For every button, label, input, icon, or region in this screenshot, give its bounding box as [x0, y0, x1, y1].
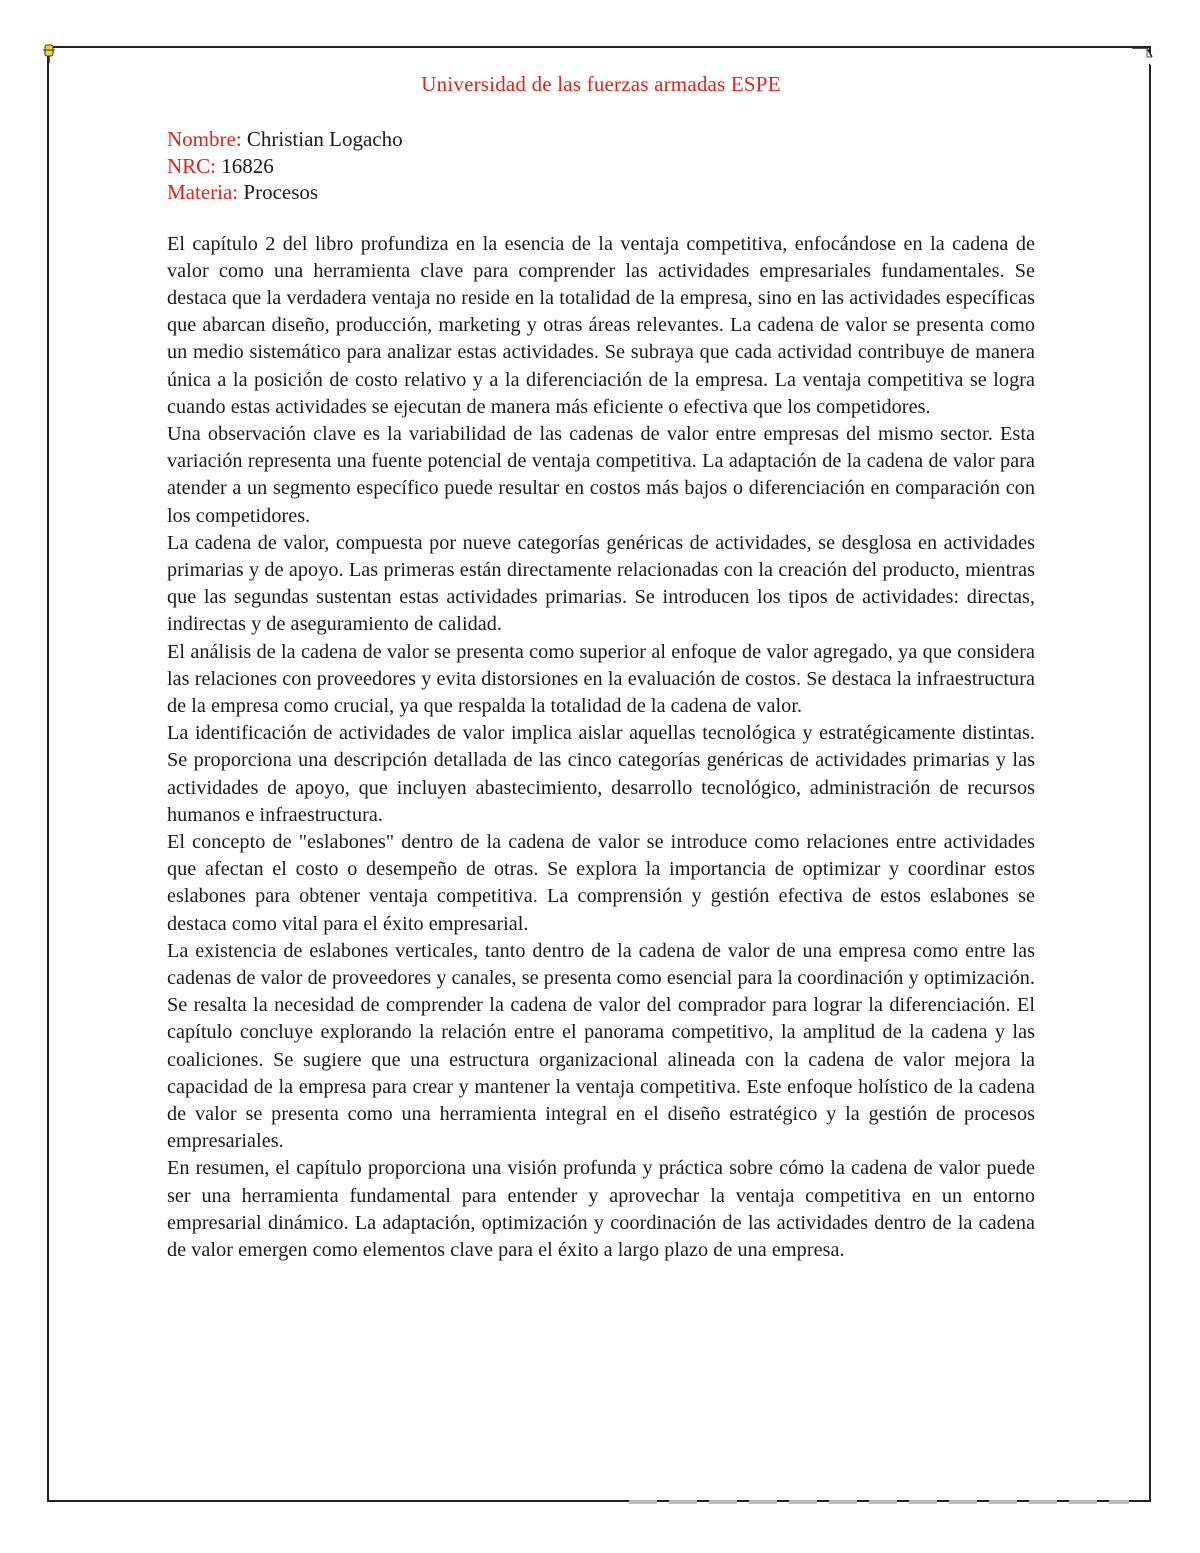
name-field	[167, 126, 1035, 153]
page-corner-icon	[1131, 44, 1153, 66]
name-label: Nombre:	[167, 127, 242, 151]
document-title: Universidad de las fuerzas armadas ESPE	[421, 72, 781, 96]
pin-icon	[41, 42, 57, 64]
subject-label: Materia:	[167, 180, 239, 204]
paragraph: La cadena de valor, compuesta por nueve categorías genéricas de actividades, se desglosa en actividades primarias y de apoyo. Las primeras están directamente relacionadas con la creación del producto, mientras que las segundas sustentan estas actividades primarias. Se introducen los tipos de actividades: directas, indirectas y de aseguramiento de calidad.	[167, 531, 1035, 636]
essay-text	[167, 231, 1035, 1265]
paragraph: La existencia de eslabones verticales, tanto dentro de la cadena de valor de una empresa como entre las cadenas de valor de proveedores y canales, se presenta como esencial para la coordinación y optimización. Se resalta la necesidad de comprender la cadena de valor del comprador para lograr la diferenciación. El capítulo concluye explorando la relación entre el panorama competitivo, la amplitud de la cadena y las coaliciones. Se sugiere que una estructura organizacional alineada con la cadena de valor mejora la capacidad de la empresa para crear y mantener la ventaja competitiva. Este enfoque holístico de la cadena de valor se presenta como una herramienta integral en el diseño estratégico y la gestión de procesos empresariales.	[167, 939, 1035, 1153]
nrc-value: 16826	[221, 153, 274, 178]
page-bottom-edge	[629, 1500, 1129, 1504]
document-body	[167, 70, 1035, 1264]
paragraph: Una observación clave es la variabilidad de las cadenas de valor entre empresas del mismo sector. Esta variación representa una fuente potencial de ventaja competitiva. La adaptación de la cadena de valor para atender a un segmento específico puede resultar en costos más bajos o diferenciación en comparación con los competidores.	[167, 422, 1035, 527]
paragraph: El análisis de la cadena de valor se presenta como superior al enfoque de valor agregado, ya que considera las relaciones con proveedores y evita distorsiones en la evaluación de costos. Se destaca la infraestructura de la empresa como crucial, ya que respalda la totalidad de la cadena de valor.	[167, 640, 1035, 717]
nrc-field	[167, 153, 1035, 180]
paragraph: La identificación de actividades de valor implica aislar aquellas tecnológica y estratégicamente distintas. Se proporciona una descripción detallada de las cinco categorías genéricas de actividades primarias y las actividades de apoyo, que incluyen abastecimiento, desarrollo tecnológico, administración de recursos humanos e infraestructura.	[167, 722, 1035, 826]
paragraph: El concepto de "eslabones" dentro de la cadena de valor se introduce como relaciones entre actividades que afectan el costo o desempeño de otras. Se explora la importancia de optimizar y coordinar estos eslabones para obtener ventaja competitiva. La comprensión y gestión efectiva de estos eslabones se destaca como vital para el éxito empresarial.	[167, 830, 1035, 935]
paragraph: El capítulo 2 del libro profundiza en la esencia de la ventaja competitiva, enfocándose en la cadena de valor como una herramienta clave para comprender las actividades empresariales fundamentales. Se destaca que la verdadera ventaja no reside en la totalidad de la empresa, sino en las actividades específicas que abarcan diseño, producción, marketing y otras áreas relevantes. La cadena de valor se presenta como un medio sistemático para analizar estas actividades. Se subraya que cada actividad contribuye de manera única a la posición de costo relativo y a la diferenciación de la empresa. La ventaja competitiva se logra cuando estas actividades se ejecutan de manera más eficiente o efectiva que los competidores.	[167, 232, 1035, 418]
nrc-label: NRC:	[167, 153, 217, 178]
subject-field	[167, 179, 1035, 206]
paragraph: En resumen, el capítulo proporciona una visión profunda y práctica sobre cómo la cadena de valor puede ser una herramienta fundamental para entender y aprovechar la ventaja competitiva en un entorno empresarial dinámico. La adaptación, optimización y coordinación de las actividades dentro de la cadena de valor emergen como elementos clave para el éxito a largo plazo de una empresa.	[167, 1157, 1035, 1262]
student-info	[167, 126, 1035, 206]
subject-value: Procesos	[243, 180, 319, 204]
name-value: Christian Logacho	[246, 127, 403, 151]
